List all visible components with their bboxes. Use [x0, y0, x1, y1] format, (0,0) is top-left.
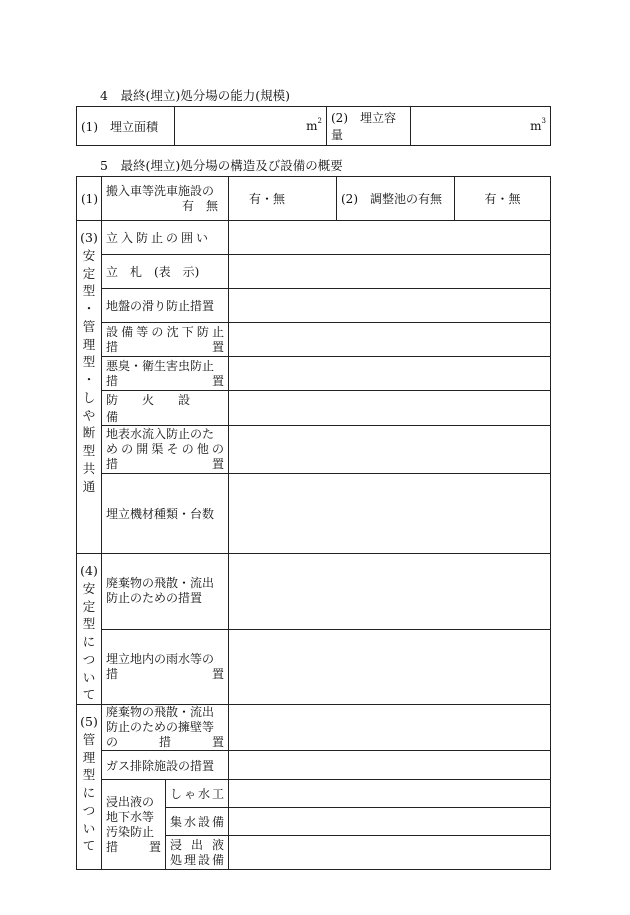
item-slip-value[interactable]	[229, 289, 551, 323]
item4-rainwater-label: 埋立地内の雨水等の 措 置	[102, 629, 229, 705]
area-value-cell[interactable]	[175, 107, 327, 146]
facility-table-main	[76, 220, 551, 870]
item-slip-label: 地盤の滑り防止措置	[102, 289, 229, 323]
item-equipment-value[interactable]	[229, 474, 551, 554]
item4-scatter-label: 廃棄物の飛散・流出 防止のための措置	[102, 554, 229, 630]
washing-facility-choice[interactable]: 有・無	[229, 177, 337, 221]
capacity-value-cell[interactable]	[411, 107, 551, 146]
washing-facility-label-line1: 搬入車等洗車施設の	[106, 183, 215, 198]
item-equipment-label: 埋立機材種類・台数	[102, 474, 229, 554]
item-sign-label: 立 札 (表 示)	[102, 255, 229, 289]
group5-vertical-label: (5) 管 理 型 に つ い て	[77, 705, 102, 870]
section4-heading: 4 最終(埋立)処分場の能力(規模)	[100, 88, 290, 103]
leachate-treatment-label: 浸出液 処理設備	[166, 836, 229, 870]
item-fence-value[interactable]	[229, 221, 551, 255]
item5-gas-value[interactable]	[229, 751, 551, 780]
leachate-liner-value[interactable]	[229, 780, 551, 808]
item-fence-label: 立入防止の囲い	[102, 221, 229, 255]
item4-scatter-value[interactable]	[229, 554, 551, 630]
item4-rainwater-value[interactable]	[229, 629, 551, 705]
capacity-unit: m	[530, 119, 542, 133]
item5-gas-label: ガス排除施設の措置	[102, 751, 229, 780]
item-fire-value[interactable]	[229, 391, 551, 426]
leachate-collection-value[interactable]	[229, 808, 551, 836]
item-surface-water-label: 地表水流入防止のた めの開渠その他の 措 置	[102, 426, 229, 474]
leachate-collection-label: 集水設備	[166, 808, 229, 836]
retention-pond-label: (2) 調整池の有無	[337, 177, 455, 221]
item-settlement-label: 設備等の沈下防止 措 置	[102, 323, 229, 357]
capacity-label: (2) 埋立容量	[327, 107, 411, 146]
group3-vertical-label: (3) 安 定 型 ・ 管 理 型 ・ し や 断 型 共 通	[77, 221, 102, 554]
leachate-label: 浸出液の 地下水等 汚染防止 措 置	[102, 780, 166, 870]
washing-facility-label-line2: 有 無	[181, 198, 218, 213]
area-unit: m	[306, 119, 318, 133]
item-surface-water-value[interactable]	[229, 426, 551, 474]
item-odor-value[interactable]	[229, 357, 551, 391]
item5-retaining-wall-label: 廃棄物の飛散・流出 防止のための擁壁等 の 措 置	[102, 705, 229, 751]
area-label: (1) 埋立面積	[77, 107, 175, 146]
leachate-treatment-value[interactable]	[229, 836, 551, 870]
row1-number: (1)	[77, 177, 102, 221]
item5-retaining-wall-value[interactable]	[229, 705, 551, 751]
group4-vertical-label: (4) 安 定 型 に つ い て	[77, 554, 102, 705]
item-odor-label: 悪臭・衛生害虫防止 措 置	[102, 357, 229, 391]
leachate-liner-label: しゃ水工	[166, 780, 229, 808]
area-unit-sup: 2	[317, 117, 322, 125]
item-fire-label: 防 火 設 備	[102, 391, 229, 426]
facility-table-top	[76, 176, 551, 221]
capacity-table	[76, 106, 551, 146]
item-settlement-value[interactable]	[229, 323, 551, 357]
capacity-unit-sup: 3	[541, 117, 546, 125]
washing-facility-label	[102, 177, 229, 221]
item-sign-value[interactable]	[229, 255, 551, 289]
section5-heading: 5 最終(埋立)処分場の構造及び設備の概要	[100, 158, 343, 173]
retention-pond-choice[interactable]: 有・無	[455, 177, 551, 221]
